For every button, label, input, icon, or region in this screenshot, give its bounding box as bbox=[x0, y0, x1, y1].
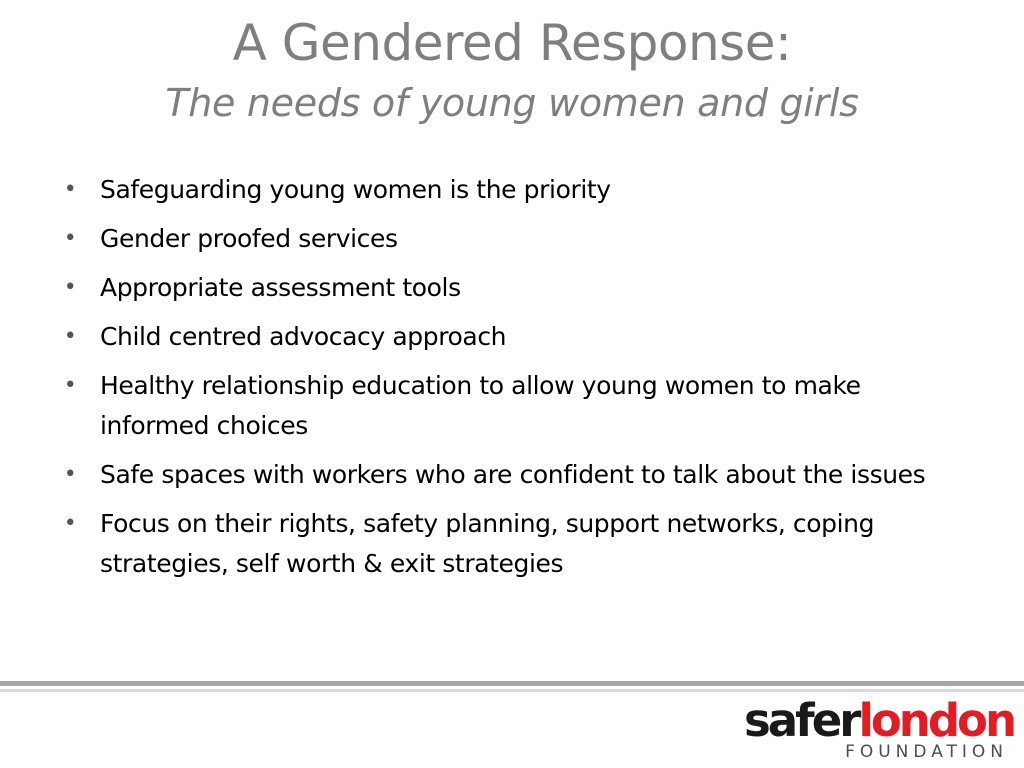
footer-divider-light bbox=[0, 689, 1024, 692]
saferlondon-logo bbox=[744, 696, 1014, 764]
bullet-icon: • bbox=[63, 511, 77, 536]
footer-divider bbox=[0, 681, 1024, 686]
bullet-item bbox=[56, 170, 956, 210]
logo-word-safer: safer bbox=[744, 694, 859, 747]
bullet-icon: • bbox=[63, 462, 77, 487]
bullet-text: Appropriate assessment tools bbox=[100, 273, 461, 302]
bullet-text: Gender proofed services bbox=[100, 224, 398, 253]
bullet-icon: • bbox=[63, 373, 77, 398]
slide-title: A Gendered Response: bbox=[232, 14, 792, 72]
logo-tagline: FOUNDATION bbox=[845, 742, 1008, 762]
slide-subtitle: The needs of young women and girls bbox=[165, 81, 859, 125]
bullet-icon: • bbox=[63, 275, 77, 300]
bullet-item bbox=[56, 219, 956, 259]
bullet-icon: • bbox=[63, 324, 77, 349]
bullet-icon: • bbox=[63, 177, 77, 202]
bullet-text: Focus on their rights, safety planning, support networks, coping strategies, self worth & exit strategies bbox=[100, 509, 875, 578]
bullet-text: Healthy relationship education to allow young women to make informed choices bbox=[100, 371, 861, 440]
logo-word-london: london bbox=[858, 694, 1014, 747]
bullet-text: Safeguarding young women is the priority bbox=[100, 175, 611, 204]
bullet-item bbox=[56, 317, 956, 357]
bullet-item bbox=[56, 366, 956, 446]
bullet-item bbox=[56, 268, 956, 308]
bullet-icon: • bbox=[63, 226, 77, 251]
logo-wordmark bbox=[744, 696, 1014, 746]
bullet-list bbox=[56, 170, 956, 593]
title-block bbox=[0, 10, 1024, 130]
bullet-item bbox=[56, 504, 956, 584]
bullet-text: Safe spaces with workers who are confident to talk about the issues bbox=[100, 460, 926, 489]
bullet-text: Child centred advocacy approach bbox=[100, 322, 507, 351]
bullet-item bbox=[56, 455, 956, 495]
